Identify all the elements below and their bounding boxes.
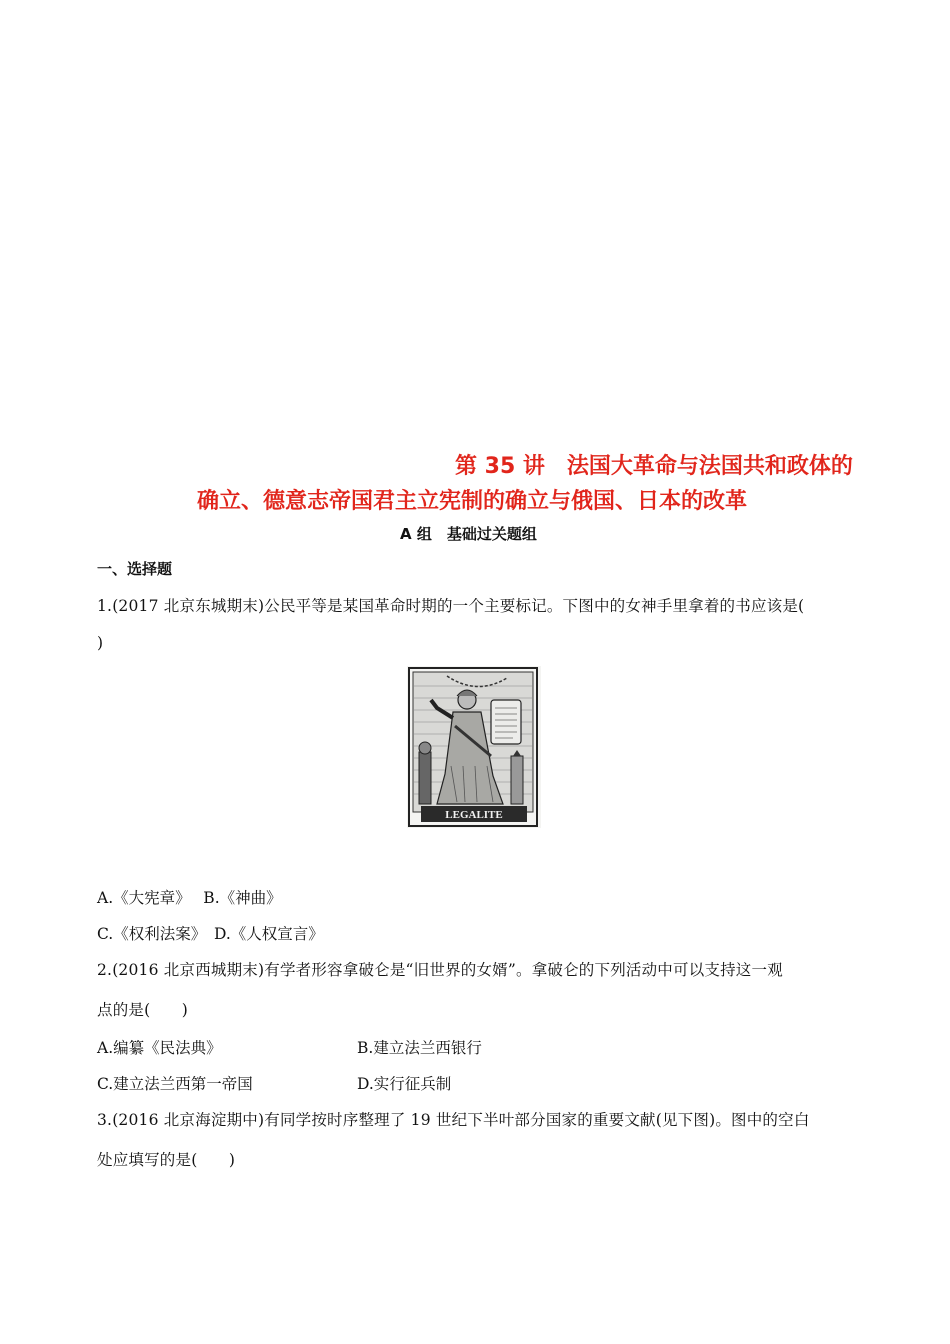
- question-3-stem-line2: 处应填写的是( ): [97, 1151, 236, 1169]
- question-1-stem-line1: 1.(2017 北京东城期末)公民平等是某国革命时期的一个主要标记。下图中的女神手里拿着的书应该是(: [97, 597, 805, 615]
- question-3-stem-line1: 3.(2016 北京海淀期中)有同学按时序整理了 19 世纪下半叶部分国家的重要文献(见下图)。图中的空白: [97, 1111, 810, 1129]
- question-2-option-a: A.编纂《民法典》: [97, 1039, 222, 1057]
- question-2-stem-line1: 2.(2016 北京西城期末)有学者形容拿破仑是“旧世界的女婿”。拿破仑的下列活动中可以支持这一观: [97, 961, 783, 979]
- group-heading: A 组 基础过关题组: [400, 525, 537, 543]
- liberty-goddess-engraving: [407, 666, 541, 828]
- page-title-line1: 第 35 讲 法国大革命与法国共和政体的: [455, 454, 853, 479]
- engraving-caption: LEGALITE: [445, 809, 503, 821]
- engraving-image: [407, 666, 541, 828]
- question-2-option-c: C.建立法兰西第一帝国: [97, 1075, 253, 1093]
- question-2-option-b: B.建立法兰西银行: [357, 1039, 482, 1057]
- question-2-option-d: D.实行征兵制: [357, 1075, 452, 1093]
- page-title-line2: 确立、德意志帝国君主立宪制的确立与俄国、日本的改革: [197, 489, 748, 514]
- question-1-options-row2: C.《权利法案》 D.《人权宣言》: [97, 925, 324, 943]
- question-2-stem-line2: 点的是( ): [97, 1001, 188, 1019]
- section-heading: 一、选择题: [97, 560, 173, 578]
- question-1-options-row1: A.《大宪章》 B.《神曲》: [97, 889, 282, 907]
- question-1-stem-line2: ): [97, 634, 104, 652]
